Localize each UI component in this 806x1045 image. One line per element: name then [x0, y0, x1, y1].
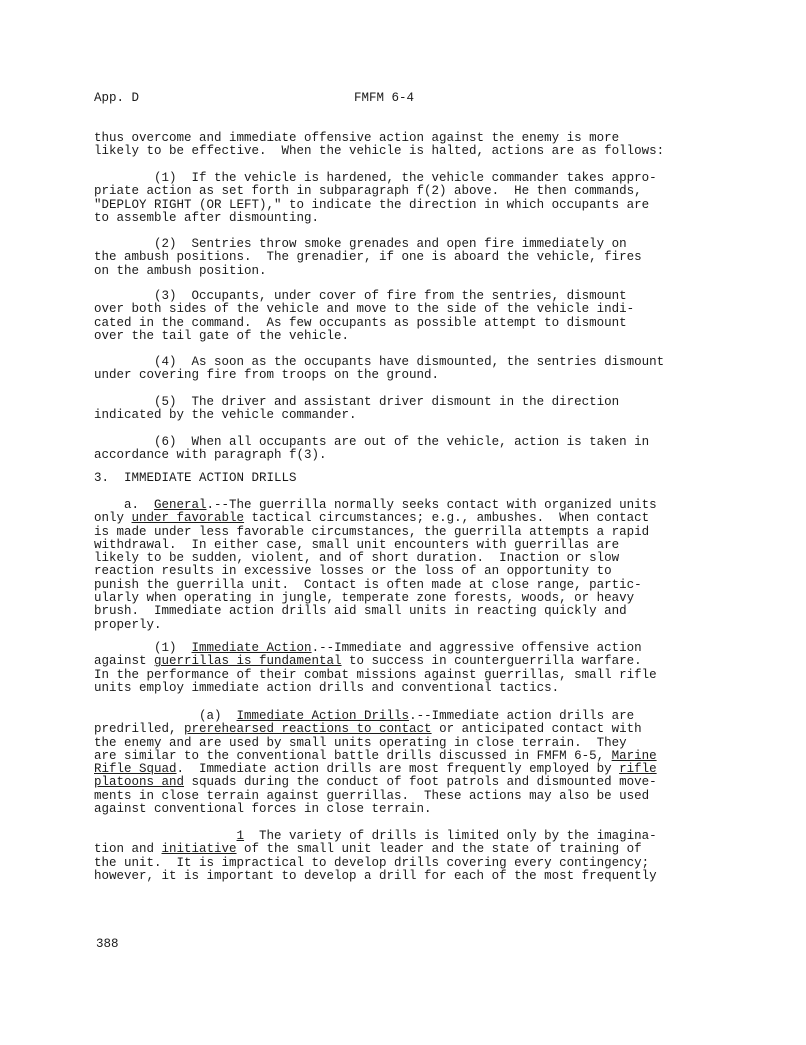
text-line: are similar to the conventional battle drills discussed in FMFM 6-5, Marine — [94, 748, 657, 763]
text-line: to assemble after dismounting. — [94, 210, 320, 225]
text-line: predrilled, prerehearsed reactions to contact or anticipated contact with — [94, 722, 642, 737]
text-line: only under favorable tactical circumstances; e.g., ambushes. When contact — [94, 511, 650, 526]
text-line: against guerrillas is fundamental to success in counterguerrilla warfare. — [94, 654, 642, 669]
text-line: over both sides of the vehicle and move to the side of the vehicle indi- — [94, 302, 635, 317]
text-line: ularly when operating in jungle, temperate zone forests, woods, or heavy — [94, 591, 635, 606]
text-line: the ambush positions. The grenadier, if one is aboard the vehicle, fires — [94, 250, 642, 265]
paragraph — [94, 238, 694, 278]
paragraph — [94, 132, 694, 159]
paragraph — [94, 710, 694, 816]
paragraph — [94, 356, 694, 383]
text-line: punish the guerrilla unit. Contact is often made at close range, partic- — [94, 577, 642, 592]
page-number: 388 — [96, 937, 119, 951]
text-line: indicated by the vehicle commander. — [94, 408, 357, 423]
text-line: (6) When all occupants are out of the vehicle, action is taken in — [94, 435, 650, 449]
text-line: under covering fire from troops on the ground. — [94, 368, 440, 383]
paragraph — [94, 472, 694, 485]
paragraph — [94, 642, 694, 695]
text-line: (1) Immediate Action.--Immediate and aggressive offensive action — [94, 641, 642, 655]
text-line: cated in the command. As few occupants as possible attempt to dismount — [94, 315, 627, 330]
text-line: over the tail gate of the vehicle. — [94, 328, 350, 343]
text-line: likely to be sudden, violent, and of short duration. Inaction or slow — [94, 551, 620, 566]
text-line: (1) If the vehicle is hardened, the vehicle commander takes appro- — [94, 171, 657, 185]
text-line: "DEPLOY RIGHT (OR LEFT)," to indicate the direction in which occupants are — [94, 197, 650, 212]
paragraph — [94, 830, 694, 883]
text-line: ments in close terrain against guerrillas. These actions may also be used — [94, 788, 650, 803]
text-line: platoons and squads during the conduct of foot patrols and dismounted move- — [94, 775, 657, 790]
text-line: likely to be effective. When the vehicle is halted, actions are as follows: — [94, 144, 665, 159]
text-line: is made under less favorable circumstances, the guerrilla attempts a rapid — [94, 524, 650, 539]
text-line: 1 The variety of drills is limited only by the imagina- — [236, 829, 657, 843]
text-line: (a) Immediate Action Drills.--Immediate action drills are — [94, 709, 635, 723]
text-line: (2) Sentries throw smoke grenades and open fire immediately on — [94, 237, 627, 251]
text-line: the enemy and are used by small units operating in close terrain. They — [94, 735, 627, 750]
text-line: against conventional forces in close terrain. — [94, 802, 432, 817]
text-line: (4) As soon as the occupants have dismounted, the sentries dismount — [94, 355, 665, 369]
text-line: a. General.--The guerrilla normally seeks contact with organized units — [94, 498, 657, 512]
text-line: accordance with paragraph f(3). — [94, 448, 327, 463]
text-line: reaction results in excessive losses or the loss of an opportunity to — [94, 564, 612, 579]
text-line: thus overcome and immediate offensive action against the enemy is more — [94, 131, 620, 145]
paragraph — [94, 172, 694, 225]
text-line: however, it is important to develop a drill for each of the most frequently — [94, 868, 657, 883]
text-line: units employ immediate action drills and conventional tactics. — [94, 680, 560, 695]
text-line: (3) Occupants, under cover of fire from the sentries, dismount — [94, 289, 627, 303]
paragraph — [94, 499, 694, 632]
text-line: Rifle Squad. Immediate action drills are most frequently employed by rifle — [94, 762, 657, 777]
text-line: properly. — [94, 617, 162, 632]
text-line: (5) The driver and assistant driver dismount in the direction — [94, 395, 620, 409]
text-line: 3. IMMEDIATE ACTION DRILLS — [94, 471, 297, 485]
header-appendix-label: App. D — [94, 91, 140, 105]
text-line: In the performance of their combat missions against guerrillas, small rifle — [94, 667, 657, 682]
paragraph — [94, 290, 694, 343]
paragraph — [94, 396, 694, 423]
text-line: on the ambush position. — [94, 263, 267, 278]
paragraph — [94, 436, 694, 463]
text-line: priate action as set forth in subparagraph f(2) above. He then commands, — [94, 184, 642, 199]
text-line: withdrawal. In either case, small unit encounters with guerrillas are — [94, 537, 620, 552]
header-manual-number: FMFM 6-4 — [354, 91, 415, 105]
text-line: brush. Immediate action drills aid small units in reacting quickly and — [94, 604, 627, 619]
text-line: the unit. It is impractical to develop drills covering every contingency; — [94, 855, 650, 870]
text-line: tion and initiative of the small unit leader and the state of training of — [94, 842, 642, 857]
